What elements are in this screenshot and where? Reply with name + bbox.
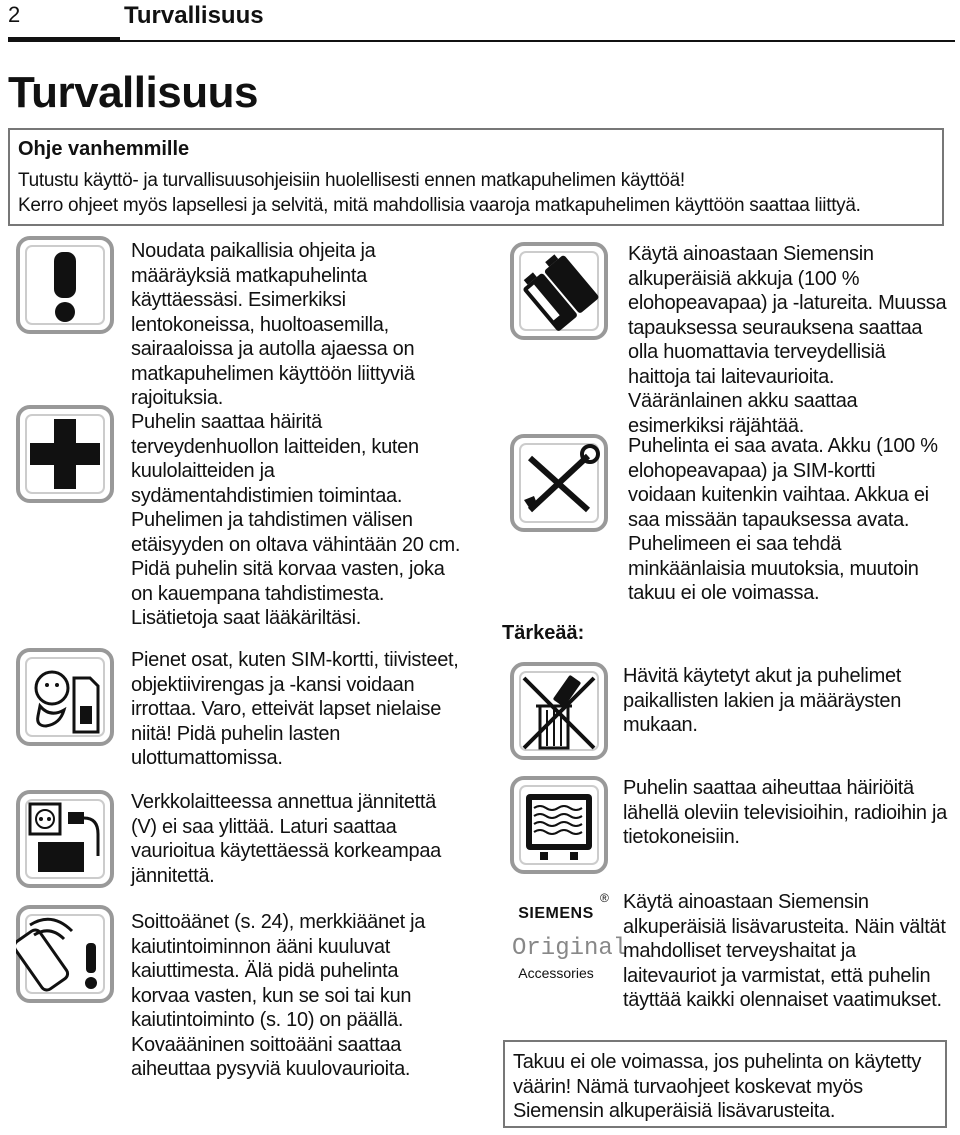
warranty-note-box (503, 1040, 947, 1128)
safety-text: Hävitä käytetyt akut ja puhelimet paikallisten lakien ja määräysten mukaan. (623, 665, 902, 736)
child-sim-card-icon (16, 648, 114, 746)
logo-brand: SIEMENS (518, 905, 594, 922)
power-socket-charger-icon (16, 790, 114, 888)
exclamation-icon (16, 236, 114, 334)
batteries-icon (510, 242, 608, 340)
page-number: 2 (8, 2, 21, 27)
logo-original: Original (512, 935, 628, 962)
registered-mark: ® (600, 891, 609, 905)
page-title: Turvallisuus (8, 68, 258, 117)
note-heading: Ohje vanhemmille (18, 138, 190, 160)
safety-text: Käytä ainoastaan Siemensin alkuperäisiä akkuja (100 % elohopeavapaa) ja -latureita. Muussa tapauksessa seurauksena saattaa olla huomattavia terveydellisiä haittoja tai laitevaurioita. Vääränlainen akku saattaa esimerkiksi räjähtää. (628, 243, 947, 437)
medical-cross-icon (16, 405, 114, 503)
parents-note-box (8, 128, 944, 226)
no-tools-icon (510, 434, 608, 532)
safety-text: Pienet osat, kuten SIM-kortti, tiivisteet, objektiivirengas ja -kansi voidaan irrottaa. Varo, etteivät lapset nielaise niitä! Pidä puhelin lasten ulottumattomissa. (131, 649, 459, 769)
header-rule-thick (8, 37, 120, 42)
no-battery-in-bin-icon (510, 662, 608, 760)
tv-interference-icon (510, 776, 608, 874)
siemens-original-accessories-logo (512, 891, 628, 989)
running-title: Turvallisuus (124, 2, 264, 29)
important-label: Tärkeää: (502, 622, 585, 644)
safety-text: Käytä ainoastaan Siemensin alkuperäisiä lisävarusteita. Näin vältät mahdolliset terveyshaitat ja laitevauriot ja varmistat, että puhelin täyttää kaikki olennaiset vaatimukset. (623, 891, 946, 1011)
safety-text: Soittoäänet (s. 24), merkkiäänet ja kaiutintoiminnon ääni kuuluvat kaiuttimesta. Älä pidä puhelinta korvaa vasten, kun se soi tai kun kaiutintoiminto (s. 10) on päällä. Kovaääninen soittoääni saattaa aiheuttaa pysyviä kuulovaurioita. (131, 911, 426, 1080)
safety-text: Puhelin saattaa häiritä terveydenhuollon laitteiden, kuten kuulolaitteiden ja sydämentahdistimien toimintaa. Puhelimen ja tahdistimen välisen etäisyyden on oltava vähintään 20 cm. Pidä puhelin sitä korvaa vasten, joka on kauempana tahdistimesta. Lisätietoja saat lääkäriltäsi. (131, 411, 461, 629)
safety-text: Puhelinta ei saa avata. Akku (100 % elohopeavapaa) ja SIM-kortti voidaan kuitenkin vaihtaa. Akkua ei saa missään tapauksessa avata. Puhelimeen ei saa tehdä minkäänlaisia muutoksia, muutoin takuu ei ole voimassa. (628, 435, 938, 604)
safety-text: Noudata paikallisia ohjeita ja määräyksiä matkapuhelinta käyttäessäsi. Esimerkiksi lentokoneissa, huoltoasemilla, sairaaloissa ja autolla ajaessa on matkapuhelimen käyttöön liittyviä rajoituksia. (131, 240, 415, 409)
logo-accessories: Accessories (518, 965, 594, 981)
note-line: Kerro ohjeet myös lapsellesi ja selvitä, mitä mahdollisia vaaroja matkapuhelimen käyttöön saattaa liittyä. (18, 195, 861, 216)
ringtone-ear-warning-icon (16, 905, 114, 1003)
note-line: Tutustu käyttö- ja turvallisuusohjeisiin huolellisesti ennen matkapuhelimen käyttöä! (18, 170, 685, 191)
header-rule (120, 40, 955, 42)
warranty-text: Takuu ei ole voimassa, jos puhelinta on käytetty väärin! Nämä turvaohjeet koskevat myös Siemensin alkuperäisiä lisävarusteita. (513, 1051, 922, 1122)
safety-text: Verkkolaitteessa annettua jännitettä (V) ei saa ylittää. Laturi saattaa vaurioitua käytettäessä korkeampaa jännitettä. (131, 791, 441, 887)
safety-text: Puhelin saattaa aiheuttaa häiriöitä lähellä oleviin televisioihin, radioihin ja tietokoneisiin. (623, 777, 947, 848)
